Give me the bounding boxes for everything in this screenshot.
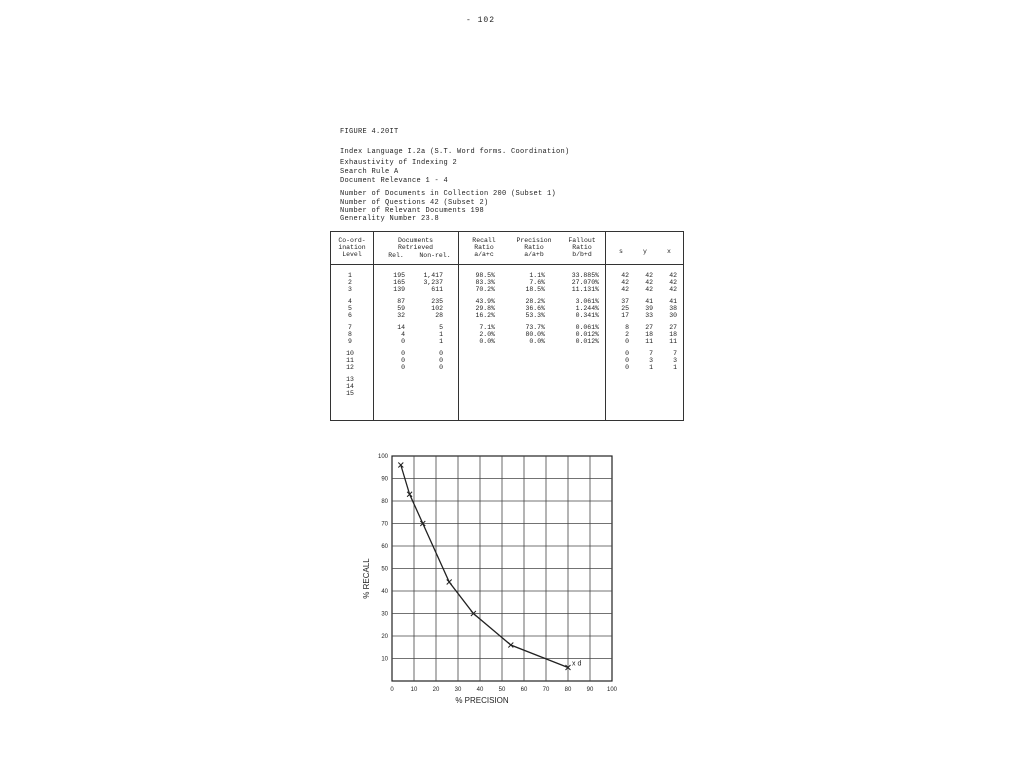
y-tick-label: 70 (381, 521, 388, 528)
document-relevance: Document Relevance 1 - 4 (340, 177, 449, 185)
point-annotation: x d (572, 660, 582, 668)
y-tick-label: 10 (381, 656, 388, 663)
cell-x: 7 (673, 350, 677, 357)
header-x: x (667, 248, 671, 255)
header-line: Precision (516, 237, 552, 244)
cell-nonrel: 102 (431, 305, 443, 312)
header-y: y (643, 248, 647, 255)
cell-rel: 32 (397, 312, 405, 319)
header-line: Fallout (568, 237, 596, 244)
cell-x: 18 (669, 331, 677, 338)
cell-level: 5 (348, 305, 352, 312)
cell-x: 1 (673, 364, 677, 371)
cell-y: 1 (649, 364, 653, 371)
cell-nonrel: 0 (439, 350, 443, 357)
cell-s: 37 (621, 298, 629, 305)
cell-recall: 16.2% (475, 312, 495, 319)
cell-s: 42 (621, 272, 629, 279)
cell-level: 10 (346, 350, 354, 357)
cell-level: 14 (346, 383, 354, 390)
x-axis-label: % PRECISION (455, 696, 509, 703)
y-tick-label: 20 (381, 634, 388, 640)
x-tick-label: 10 (410, 687, 418, 693)
x-tick-label: 20 (432, 687, 440, 693)
generality-number: Generality Number 23.8 (340, 215, 440, 223)
cell-level: 9 (348, 338, 352, 345)
cell-nonrel: 0 (439, 357, 443, 364)
cell-recall: 70.2% (475, 286, 495, 293)
table-divider (373, 232, 374, 420)
cell-x: 41 (669, 298, 677, 305)
cell-precision: 53.3% (525, 312, 545, 319)
exhaustivity: Exhaustivity of Indexing 2 (340, 159, 458, 167)
search-rule: Search Rule A (340, 168, 399, 176)
cell-x: 3 (673, 357, 677, 364)
header-line: Documents (397, 237, 434, 244)
cell-fallout: 27.070% (571, 279, 599, 286)
y-tick-label: 80 (381, 499, 388, 505)
cell-nonrel: 0 (439, 364, 443, 371)
data-point (447, 580, 452, 585)
cell-nonrel: 3,237 (423, 279, 443, 286)
header-nonrel: Non-rel. (419, 252, 451, 259)
cell-rel: 0 (401, 338, 405, 345)
results-table (330, 231, 684, 421)
cell-fallout: 33.885% (571, 272, 599, 279)
cell-rel: 59 (397, 305, 405, 312)
header-documents-retrieved (373, 237, 458, 251)
cell-level: 7 (348, 324, 352, 331)
cell-x: 11 (669, 338, 677, 345)
x-tick-label: 100 (606, 687, 618, 693)
y-tick-label: 100 (377, 454, 388, 460)
header-coordination-level (331, 237, 373, 258)
header-line: ination (338, 244, 366, 251)
cell-y: 42 (645, 272, 653, 279)
x-tick-label: 90 (586, 687, 594, 693)
cell-s: 42 (621, 279, 629, 286)
table-header-rule (331, 264, 683, 265)
x-tick-label: 60 (520, 687, 528, 693)
cell-level: 3 (348, 286, 352, 293)
cell-nonrel: 28 (435, 312, 443, 319)
cell-s: 42 (621, 286, 629, 293)
cell-rel: 0 (401, 357, 405, 364)
num-questions: Number of Questions 42 (Subset 2) (340, 199, 489, 207)
cell-x: 38 (669, 305, 677, 312)
cell-y: 33 (645, 312, 653, 319)
cell-rel: 195 (393, 272, 405, 279)
cell-fallout: 0.012% (575, 338, 599, 345)
cell-y: 42 (645, 286, 653, 293)
header-line: a/a+b (524, 251, 544, 258)
cell-precision: 28.2% (525, 298, 545, 305)
cell-fallout: 0.012% (575, 331, 599, 338)
cell-recall: 83.3% (475, 279, 495, 286)
y-axis-label: % RECALL (362, 558, 371, 599)
cell-level: 15 (346, 390, 354, 397)
cell-s: 0 (625, 350, 629, 357)
cell-s: 2 (625, 331, 629, 338)
cell-s: 17 (621, 312, 629, 319)
cell-rel: 165 (393, 279, 405, 286)
x-tick-label: 50 (498, 687, 506, 693)
num-relevant: Number of Relevant Documents 198 (340, 207, 485, 215)
cell-level: 6 (348, 312, 352, 319)
header-line: Ratio (474, 244, 494, 251)
cell-x: 42 (669, 279, 677, 286)
page-number: - 102 (466, 16, 496, 25)
y-tick-label: 60 (381, 544, 388, 550)
cell-nonrel: 1 (439, 338, 443, 345)
cell-precision: 18.5% (525, 286, 545, 293)
x-tick-label: 40 (476, 687, 484, 693)
num-documents: Number of Documents in Collection 200 (Subset 1) (340, 190, 557, 198)
cell-x: 42 (669, 286, 677, 293)
cell-y: 27 (645, 324, 653, 331)
cell-y: 18 (645, 331, 653, 338)
cell-precision: 0.0% (529, 338, 545, 345)
y-tick-label: 30 (381, 611, 388, 618)
cell-rel: 0 (401, 364, 405, 371)
header-fallout (559, 237, 605, 258)
cell-fallout: 0.061% (575, 324, 599, 331)
cell-rel: 14 (397, 324, 405, 331)
cell-rel: 139 (393, 286, 405, 293)
cell-s: 25 (621, 305, 629, 312)
header-s: s (619, 248, 623, 255)
index-language: Index Language I.2a (S.T. Word forms. Coordination) (340, 148, 570, 156)
cell-nonrel: 5 (439, 324, 443, 331)
cell-level: 13 (346, 376, 354, 383)
cell-recall: 7.1% (479, 324, 495, 331)
cell-level: 1 (348, 272, 352, 279)
cell-precision: 7.6% (529, 279, 545, 286)
cell-precision: 36.6% (525, 305, 545, 312)
header-rel: Rel. (388, 252, 404, 259)
y-tick-label: 50 (381, 566, 388, 573)
cell-y: 3 (649, 357, 653, 364)
cell-recall: 98.5% (475, 272, 495, 279)
header-recall (461, 237, 507, 258)
cell-recall: 43.9% (475, 298, 495, 305)
cell-precision: 73.7% (525, 324, 545, 331)
series-line (401, 465, 568, 668)
header-line: Retrieved (397, 244, 434, 251)
cell-level: 11 (346, 357, 354, 364)
x-tick-label: 30 (454, 687, 462, 693)
table-divider (605, 232, 606, 420)
cell-rel: 87 (397, 298, 405, 305)
cell-level: 8 (348, 331, 352, 338)
y-tick-label: 40 (381, 589, 388, 595)
figure-title: FIGURE 4.20IT (340, 128, 399, 136)
cell-fallout: 3.061% (575, 298, 599, 305)
cell-recall: 29.8% (475, 305, 495, 312)
cell-s: 8 (625, 324, 629, 331)
table-divider (458, 232, 459, 420)
cell-y: 42 (645, 279, 653, 286)
cell-rel: 4 (401, 331, 405, 338)
cell-s: 0 (625, 357, 629, 364)
cell-y: 39 (645, 305, 653, 312)
header-precision (509, 237, 559, 258)
cell-x: 30 (669, 312, 677, 319)
cell-x: 42 (669, 272, 677, 279)
cell-rel: 0 (401, 350, 405, 357)
cell-nonrel: 1,417 (423, 272, 443, 279)
cell-precision: 80.0% (525, 331, 545, 338)
cell-level: 12 (346, 364, 354, 371)
cell-y: 11 (645, 338, 653, 345)
header-line: Recall (472, 237, 496, 244)
cell-precision: 1.1% (529, 272, 545, 279)
cell-recall: 0.0% (479, 338, 495, 345)
header-line: Ratio (572, 244, 592, 251)
cell-y: 7 (649, 350, 653, 357)
cell-fallout: 0.341% (575, 312, 599, 319)
cell-recall: 2.0% (479, 331, 495, 338)
cell-fallout: 1.244% (575, 305, 599, 312)
x-tick-label: 80 (564, 687, 572, 693)
cell-nonrel: 1 (439, 331, 443, 338)
header-line: b/b+d (572, 251, 592, 258)
x-tick-label: 70 (542, 687, 550, 693)
header-line: a/a+c (474, 251, 494, 258)
cell-x: 27 (669, 324, 677, 331)
cell-nonrel: 235 (431, 298, 443, 305)
y-tick-label: 90 (381, 476, 388, 483)
cell-fallout: 11.131% (571, 286, 599, 293)
cell-level: 2 (348, 279, 352, 286)
header-line: Co-ord- (338, 237, 366, 244)
cell-level: 4 (348, 298, 352, 305)
cell-s: 0 (625, 364, 629, 371)
cell-nonrel: 611 (431, 286, 443, 293)
recall-precision-chart (350, 448, 620, 703)
header-line: Ratio (524, 244, 544, 251)
header-line: Level (342, 251, 362, 258)
x-tick-label: 0 (390, 687, 394, 693)
cell-s: 0 (625, 338, 629, 345)
cell-y: 41 (645, 298, 653, 305)
